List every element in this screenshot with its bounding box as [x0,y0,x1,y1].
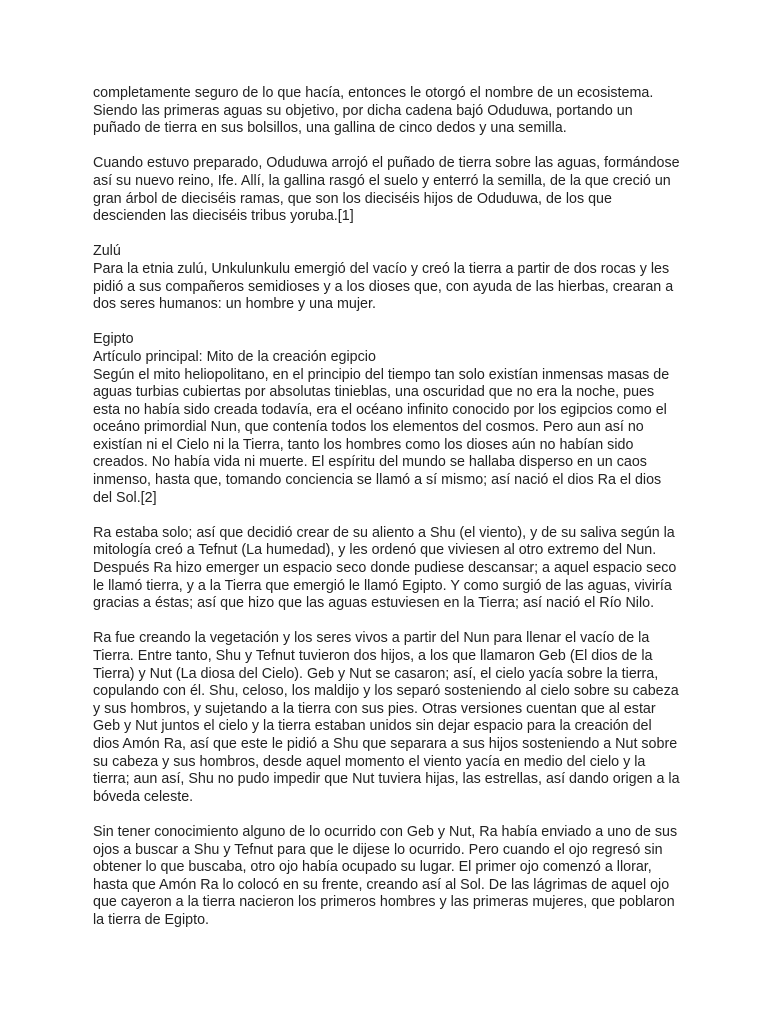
main-article-note: Artículo principal: Mito de la creación egipcio [93,348,376,365]
paragraph: Sin tener conocimiento alguno de lo ocurrido con Geb y Nut, Ra había enviado a uno de sus ojos a buscar a Shu y Tefnut para que le dijese lo ocurrido. Pero cuando el ojo regresó sin obtener lo que buscaba, otro ojo había ocupado su lugar. El primer ojo comenzó a llorar, hasta que Amón Ra lo colocó en su frente, creando así al Sol. De las lágrimas de aquel ojo que cayeron a la tierra nacieron los primeros hombres y las primeras mujeres, que poblaron la tierra de Egipto. [93,823,678,928]
paragraph: completamente seguro de lo que hacía, entonces le otorgó el nombre de un ecosistema. Siendo las primeras aguas su objetivo, por dicha cadena bajó Oduduwa, portando un puñado de tierra en sus bolsillos, una gallina de cinco dedos y una semilla. [93,85,654,137]
paragraph: Cuando estuvo preparado, Oduduwa arrojó el puñado de tierra sobre las aguas, formándose así su nuevo reino, Ife. Allí, la gallina rasgó el suelo y enterró la semilla, de la que creció un gran árbol de dieciséis ramas, que son los dieciséis hijos de Oduduwa, de los que descienden las dieciséis tribus yoruba.[1] [93,155,680,225]
paragraph: Según el mito heliopolitano, en el principio del tiempo tan solo existían inmensas masas de aguas turbias cubiertas por absolutas tinieblas, una oscuridad que no era la noche, pues esta no había sido creada todavía, era el océano infinito conocido por los egipcios como el oceáno primordial Nun, que contenía todos los elementos del cosmos. Pero aun así no existían ni el Cielo ni la Tierra, tanto los hombres como los dioses aún no habían sido creados. No había vida ni muerte. El espíritu del mundo se hallaba disperso en un caos inmenso, hasta que, tomando conciencia se llamó a sí mismo; así nació el dios Ra el dios del Sol.[2] [93,366,670,506]
paragraph: Para la etnia zulú, Unkulunkulu emergió del vacío y creó la tierra a partir de dos rocas y les pidió a sus compañeros semidioses y a los dioses que, con ayuda de las hierbas, crearan a dos seres humanos: un hombre y una mujer. [93,260,674,313]
paragraph: Ra estaba solo; así que decidió crear de su aliento a Shu (el viento), y de su saliva según la mitología creó a Tefnut (La humedad), y les ordenó que viviesen al otro extremo del Nun. Después Ra hizo emerger un espacio seco donde pudiese descansar; a aquel espacio seco le llamó tierra, y a la Tierra que emergió le llamó Egipto. Y como surgió de las aguas, viviría gracias a éstas; así que hizo que las aguas estuviesen en la Tierra; así nació el Río Nilo. [93,524,677,612]
document-page [93,85,693,947]
section-heading-egipto: Egipto [93,331,134,348]
section-heading-zulu: Zulú [93,243,121,260]
paragraph: Ra fue creando la vegetación y los seres vivos a partir del Nun para llenar el vacío de la Tierra. Entre tanto, Shu y Tefnut tuvieron dos hijos, a los que llamaron Geb (El dios de la Tierra) y Nut (La diosa del Cielo). Geb y Nut se casaron; así, el cielo yacía sobre la tierra, copulando con él. Shu, celoso, los maldijo y los separó sosteniendo al cielo sobre su cabeza y sus hombros, y sujetando a la tierra con sus pies. Otras versiones cuentan que al estar Geb y Nut juntos el cielo y la tierra estaban unidos sin dejar espacio para la creación del dios Amón Ra, así que este le pidió a Shu que separara a sus hijos sosteniendo a Nut sobre su cabeza y sus hombros, desde aquel momento el viento yacía en medio del cielo y la tierra; aun así, Shu no pudo impedir que Nut tuviera hijas, las estrellas, así dando origen a la bóveda celeste. [93,630,680,805]
